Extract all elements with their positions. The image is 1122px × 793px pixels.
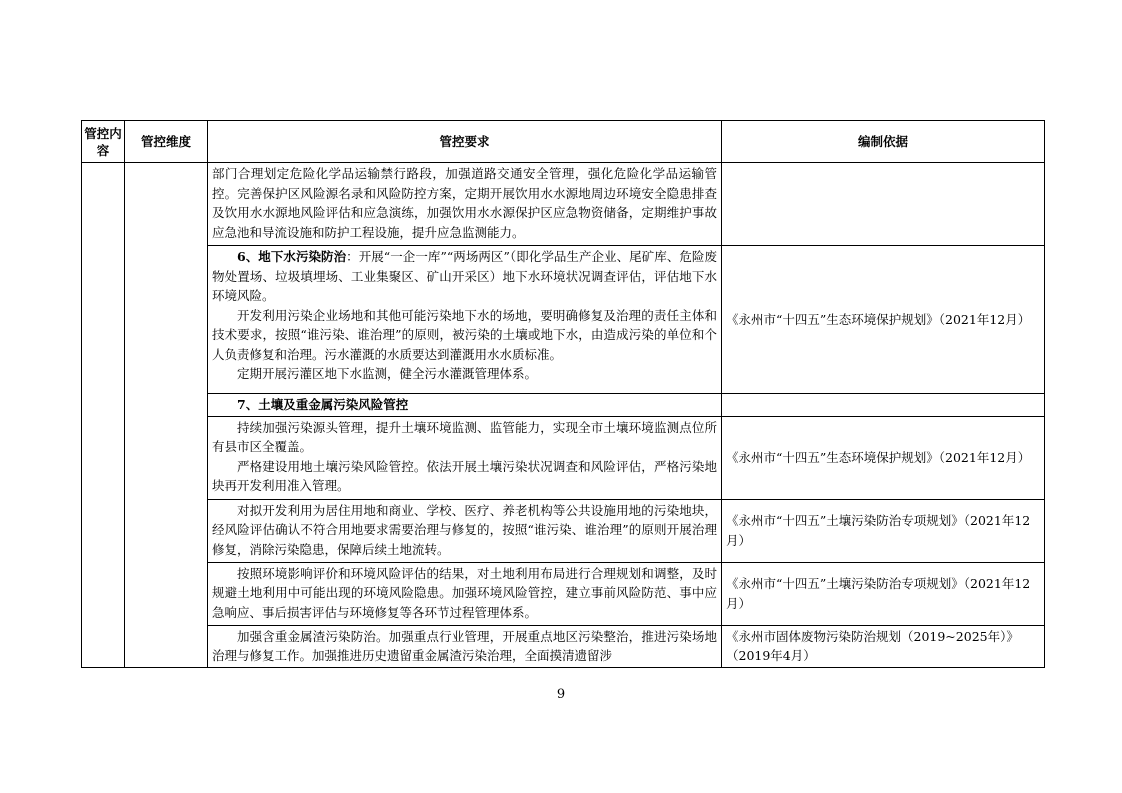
groundwater-heading: 6、地下水污染防治	[237, 249, 347, 264]
table-row	[82, 163, 1045, 246]
table-header-row	[82, 121, 1045, 163]
header-control-requirements: 管控要求	[208, 121, 722, 163]
control-content-cell	[82, 163, 125, 668]
table-row	[82, 416, 1045, 499]
requirement-cell	[208, 499, 722, 562]
basis-cell-empty	[722, 394, 1045, 417]
soil-section-title: 7、土壤及重金属污染风险管控	[237, 397, 409, 412]
table-row	[82, 625, 1045, 667]
basis-cell: 《永州市固体废物污染防治规划（2019~2025年）》（2019年4月）	[722, 625, 1045, 667]
requirement-paragraph: 持续加强污染源头管理，提升土壤环境监测、监管能力，实现全市土壤环境监测点位所有县市区全覆盖。	[212, 419, 717, 454]
requirement-cell	[208, 416, 722, 499]
basis-cell: 《永州市“十四五”土壤污染防治专项规划》（2021年12月）	[722, 499, 1045, 562]
requirement-paragraph	[212, 247, 717, 306]
basis-cell: 《永州市“十四五”生态环境保护规划》（2021年12月）	[722, 246, 1045, 394]
basis-cell: 《永州市“十四五”土壤污染防治专项规划》（2021年12月）	[722, 562, 1045, 625]
basis-cell-empty	[722, 163, 1045, 246]
header-compilation-basis: 编制依据	[722, 121, 1045, 163]
control-dimension-cell	[125, 163, 208, 668]
requirement-cell	[208, 562, 722, 625]
table-row	[82, 562, 1045, 625]
requirement-paragraph: 加强含重金属渣污染防治。加强重点行业管理，开展重点地区污染整治，推进污染场地治理与修复工作。加强推进历史遗留重金属渣污染治理，全面摸清遗留涉	[212, 628, 717, 663]
requirement-paragraph: 对拟开发利用为居住用地和商业、学校、医疗、养老机构等公共设施用地的污染地块，经风险评估确认不符合用地要求需要治理与修复的，按照“谁污染、谁治理”的原则开展治理修复，消除污染隐患，保障后续土地流转。	[212, 502, 717, 557]
table-row	[82, 394, 1045, 417]
requirement-paragraph: 按照环境影响评价和环境风险评估的结果，对土地利用布局进行合理规划和调整，及时规避土地利用中可能出现的环境风险隐患。加强环境风险管控，建立事前风险防范、事中应急响应、事后损害评估与环境修复等各环节过程管理体系。	[212, 565, 717, 620]
header-control-dimension: 管控维度	[125, 121, 208, 163]
requirement-cell	[208, 246, 722, 394]
requirement-cell	[208, 163, 722, 246]
section-title-cell	[208, 394, 722, 417]
requirement-paragraph: 开发利用污染企业场地和其他可能污染地下水的场地，要明确修复及治理的责任主体和技术要求，按照“谁污染、谁治理”的原则，被污染的土壤或地下水，由造成污染的单位和个人负责修复和治理。污水灌溉的水质要达到灌溉用水水质标准。	[212, 307, 717, 362]
control-requirements-table	[81, 120, 1045, 668]
requirement-paragraph: 部门合理划定危险化学品运输禁行路段，加强道路交通安全管理，强化危险化学品运输管控。完善保护区风险源名录和风险防控方案，定期开展饮用水水源地周边环境安全隐患排查及饮用水水源地风险评估和应急演练，加强饮用水水源保护区应急物资储备，定期维护事故应急池和导流设施和防护工程设施，提升应急监测能力。	[212, 166, 717, 240]
basis-cell: 《永州市“十四五”生态环境保护规划》（2021年12月）	[722, 416, 1045, 499]
header-control-content: 管控内容	[82, 121, 125, 163]
requirement-cell	[208, 625, 722, 667]
page-number: 9	[556, 687, 566, 702]
requirement-paragraph: 严格建设用地土壤污染风险管控。依法开展土壤污染状况调查和风险评估，严格污染地块再开发利用准入管理。	[212, 458, 717, 493]
groundwater-heading-text: ：开展“一企一库”“两场两区”（即化学品生产企业、尾矿库、危险废物处置场、垃圾填埋场、工业集聚区、矿山开采区）地下水环境状况调查评估，评估地下水环境风险。	[212, 249, 717, 303]
table-row	[82, 246, 1045, 394]
table-row	[82, 499, 1045, 562]
requirement-paragraph: 定期开展污灌区地下水监测，健全污水灌溉管理体系。	[237, 366, 538, 381]
